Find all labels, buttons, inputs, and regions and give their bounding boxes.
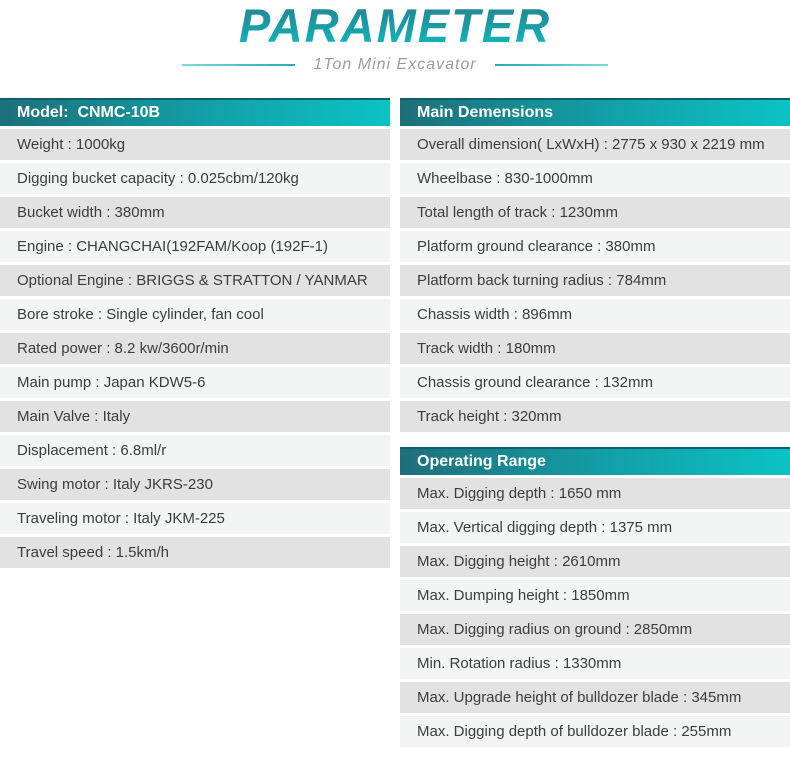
spec-row: Bore stroke : Single cylinder, fan cool [0, 299, 390, 330]
spec-row: Overall dimension( LxWxH) : 2775 x 930 x 2219 mm [400, 129, 790, 160]
section-header-operating-range: Operating Range [400, 447, 790, 475]
spec-row: Travel speed : 1.5km/h [0, 537, 390, 568]
spec-row: Weight : 1000kg [0, 129, 390, 160]
spec-row: Chassis width : 896mm [400, 299, 790, 330]
spec-row: Min. Rotation radius : 1330mm [400, 648, 790, 679]
subtitle-divider-right [495, 64, 608, 66]
section-header-main-dimensions: Main Demensions [400, 98, 790, 126]
spec-row: Engine : CHANGCHAI(192FAM/Koop (192F-1) [0, 231, 390, 262]
spec-columns [0, 98, 790, 750]
spec-row: Traveling motor : Italy JKM-225 [0, 503, 390, 534]
spec-row: Wheelbase : 830-1000mm [400, 163, 790, 194]
spec-row: Max. Vertical digging depth : 1375 mm [400, 512, 790, 543]
spec-row: Main pump : Japan KDW5-6 [0, 367, 390, 398]
spec-row: Digging bucket capacity : 0.025cbm/120kg [0, 163, 390, 194]
spec-row: Max. Digging radius on ground : 2850mm [400, 614, 790, 645]
model-rows [0, 129, 390, 568]
spec-row: Max. Digging height : 2610mm [400, 546, 790, 577]
main-dimensions-rows [400, 129, 790, 432]
spec-row: Platform ground clearance : 380mm [400, 231, 790, 262]
section-gap [400, 435, 790, 447]
spec-row: Max. Dumping height : 1850mm [400, 580, 790, 611]
spec-row: Main Valve : Italy [0, 401, 390, 432]
spec-row: Swing motor : Italy JKRS-230 [0, 469, 390, 500]
spec-row: Bucket width : 380mm [0, 197, 390, 228]
left-column [0, 98, 390, 750]
spec-row: Rated power : 8.2 kw/3600r/min [0, 333, 390, 364]
spec-row: Max. Digging depth of bulldozer blade : 255mm [400, 716, 790, 747]
page-title: PARAMETER [238, 0, 552, 52]
subtitle-divider-left [182, 64, 295, 66]
spec-row: Track width : 180mm [400, 333, 790, 364]
subtitle-row [0, 56, 790, 74]
title-block [0, 0, 790, 74]
spec-row: Platform back turning radius : 784mm [400, 265, 790, 296]
spec-row: Max. Digging depth : 1650 mm [400, 478, 790, 509]
page-subtitle: 1Ton Mini Excavator [313, 56, 477, 73]
spec-row: Displacement : 6.8ml/r [0, 435, 390, 466]
section-header-model: Model: CNMC-10B [0, 98, 390, 126]
spec-row: Total length of track : 1230mm [400, 197, 790, 228]
spec-row: Optional Engine : BRIGGS & STRATTON / YANMAR [0, 265, 390, 296]
spec-row: Track height : 320mm [400, 401, 790, 432]
operating-range-rows [400, 478, 790, 747]
right-column [400, 98, 790, 750]
spec-row: Max. Upgrade height of bulldozer blade : 345mm [400, 682, 790, 713]
spec-row: Chassis ground clearance : 132mm [400, 367, 790, 398]
